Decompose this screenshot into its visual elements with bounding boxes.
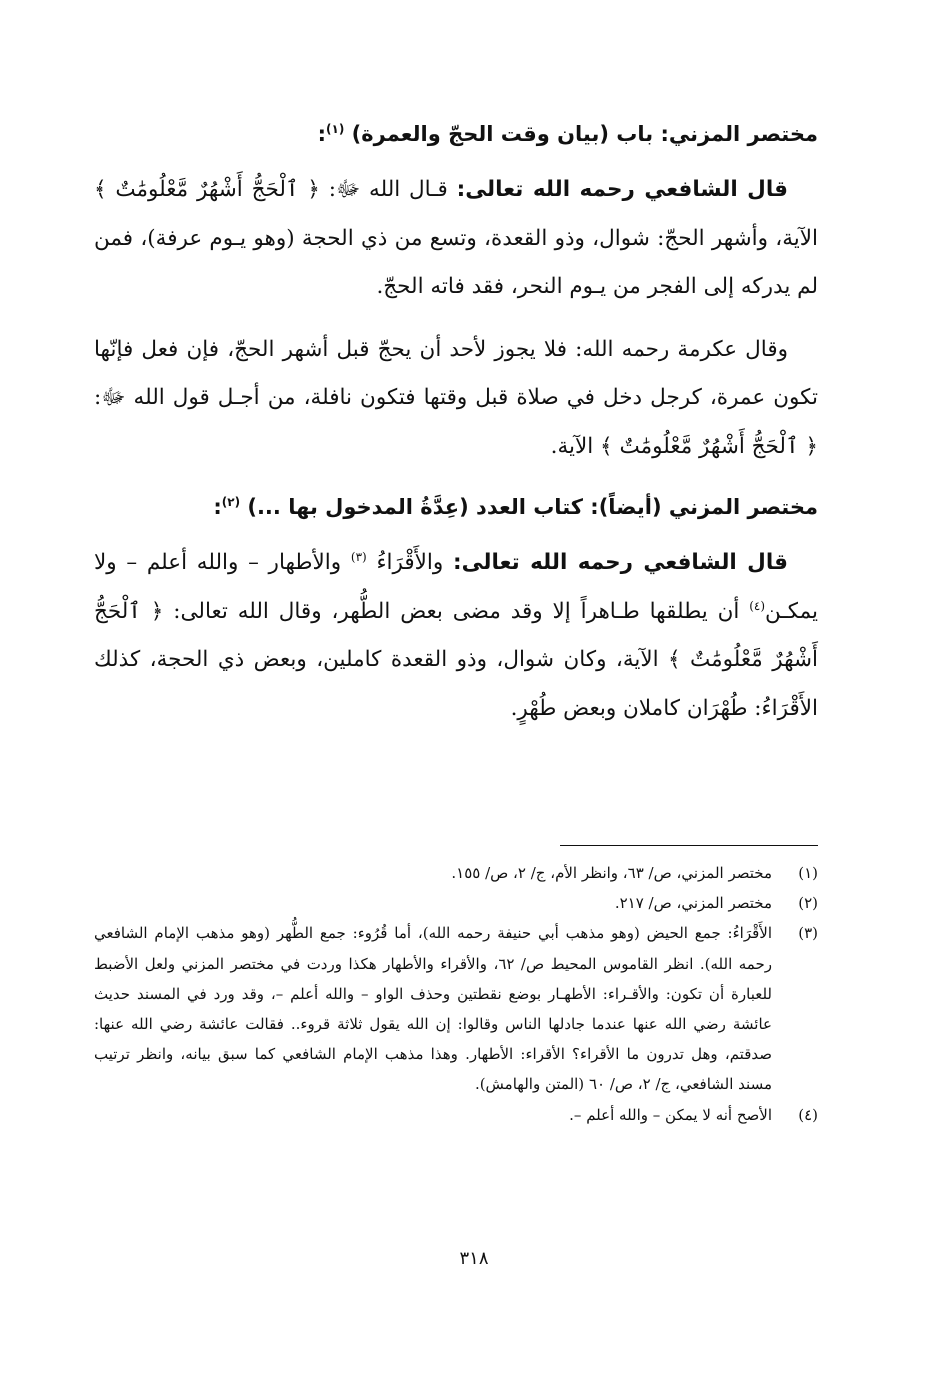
footnote-text: الأصح أنه لا يمكن – والله أعلم –. [569,1105,772,1124]
paragraph-text: أن يطلقها طـاهراً إلا وقد مضى بعض الطُّهر، وقال الله تعالى: ﴿ ٱلْحَجُّ أَشْهُرٌ مَّعْلُومَٰتٌ ﴾ الآية، وكان شوال، وذو القعدة كاملين، وبعض ذي الحجة، كذلك الأَقْرَاءُ: طُهْرَان كاملان وبعض طُهْرٍ. [94,598,818,721]
heading-colon: : [317,122,327,146]
paragraph-lead: قال الشافعي رحمه الله تعالى: [456,177,788,202]
section-heading-1 [94,112,818,156]
footnotes [94,858,818,1130]
footnote-marker-2: (٢) [221,495,241,509]
footnote-text: مختصر المزني، ص/ ٢١٧. [614,894,772,913]
page-number: ٣١٨ [459,1248,489,1269]
footnote-marker-4: (٤) [749,598,766,613]
main-text [94,112,818,741]
footnote-text: مختصر المزني، ص/ ٦٣، وانظر الأم، ج/ ٢، ص/ ١٥٥. [451,864,772,882]
footnote-number: (٤) [798,1105,818,1124]
paragraph-shafii-2 [94,539,818,733]
footnote [94,858,818,888]
heading-text: مختصر المزني (أيضاً): كتاب العدد (عِدَّةُ المدخول بها ...) [247,495,818,519]
footnote-marker-1: (١) [326,122,345,136]
footnote-divider [560,845,818,846]
footnote-number: (٢) [798,894,818,913]
section-heading-2 [94,485,818,529]
footnote-number: (٣) [798,924,818,943]
paragraph-text: قـال الله ﷻ: ﴿ ٱلْحَجُّ أَشْهُرٌ مَّعْلُومَٰتٌ ﴾ الآية، وأشهر الحجّ: شوال، وذو القعدة، وتسع من ذي الحجة (وهو يـوم عرفة)، فمن لم يدركه إلى الفجر من يـوم النحر، فقد فاته الحجّ. [94,177,818,299]
footnote-number: (١) [798,864,818,882]
paragraph-text: وقال عكرمة رحمه الله: فلا يجوز لأحد أن يحجّ قبل أشهر الحجّ، فإن فعل فإنّها تكون عمرة، كرجل دخل في صلاة قبل وقتها فتكون نافلة، من أجـل قول الله ﷻ: ﴿ ٱلْحَجُّ أَشْهُرٌ مَّعْلُومَٰتٌ ﴾ الآية. [94,336,818,459]
paragraph-text: والأَقْرَاءُ [376,550,444,575]
footnote-marker-3: (٣) [350,549,367,564]
paragraph-ikrima [94,326,818,472]
paragraph-lead: قال الشافعي رحمه الله تعالى: [453,550,788,575]
footnote [94,918,818,1099]
footnote [94,1100,818,1130]
footnote-text: الأَقْرَاءُ: جمع الحيض (وهو مذهب أبي حنيفة رحمه الله)، أما قُرُوء: جمع الطُّهر (وهو مذهب الإمام الشافعي رحمه الله). انظر القاموس المحيط ص/ ٦٢، والأقراء والأطهار هكذا وردت في مختصر المزني ولعل الأضبط للعبارة أن تكون: والأقـراء: الأطهـار بوضع نقطتين وحذف الواو – والله أعلم –، وقد ورد في المسند حديث عائشة رضي الله عنها عندما جادلها الناس وقالوا: إن الله يقول ثلاثة قروء.. فقالت عائشة رضي الله عنها: صدقتم، وهل تدرون ما الأقراء؟ الأقراء: الأطهار. وهذا مذهب الإمام الشافعي كما سبق بيانه، وانظر ترتيب مسند الشافعي، ج/ ٢، ص/ ٦٠ (المتن والهامش). [94,924,772,1094]
heading-colon: : [213,495,222,519]
paragraph-text: والأطهار – والله أعلم – ولا يمكـن [94,550,818,624]
paragraph-shafii-1 [94,166,818,312]
footnote [94,888,818,918]
heading-text: مختصر المزني: باب (بيان وقت الحجّ والعمرة) [351,122,818,146]
